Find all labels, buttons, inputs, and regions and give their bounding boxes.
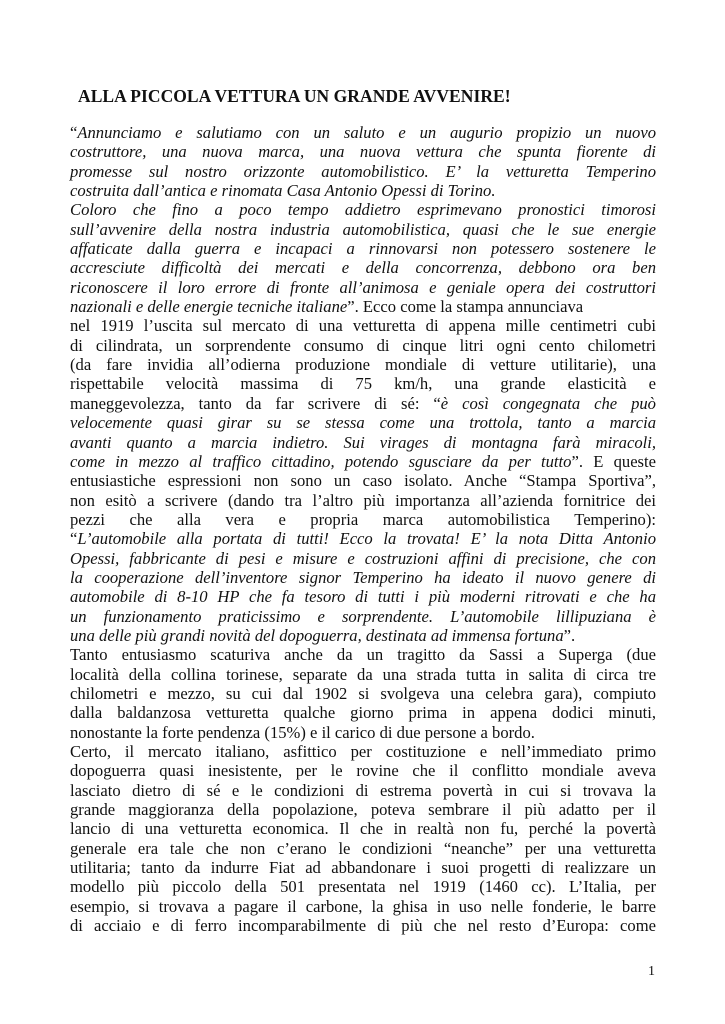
text-line (70, 316, 656, 335)
text-line (70, 394, 656, 413)
text-line (70, 781, 656, 800)
text-line (70, 568, 656, 587)
text-line (70, 761, 656, 780)
text-line (70, 858, 656, 877)
text-line (70, 374, 656, 393)
text-line (70, 877, 656, 896)
text-span: (da fare invidia all’odierna produzione mondiale di vetture utilitarie), una (70, 355, 656, 375)
text-span: lancio di una vetturetta economica. Il che in realtà non fu, perché la povertà (70, 819, 656, 839)
text-line (70, 819, 656, 838)
text-line (70, 897, 656, 916)
text-span: generale era tale che non c’erano le condizioni “neanche” per una vetturetta (70, 838, 656, 858)
text-line (70, 645, 656, 664)
text-line (70, 433, 656, 452)
text-span: Certo, il mercato italiano, asfittico per costituzione e nell’immediato primo (70, 742, 656, 761)
italic-quote-span: costruita dall’antica e rinomata Casa Antonio Opessi di Torino. (70, 181, 496, 201)
text-span: ”. Ecco come la stampa annunciava (347, 297, 584, 317)
text-line (70, 297, 656, 316)
italic-quote-span: Annunciamo e salutiamo con un saluto e un augurio propizio un nuovo (77, 123, 656, 142)
text-span: “ (70, 529, 78, 549)
text-span: modello più piccolo della 501 presentata nel 1919 (1460 cc). L’Italia, per (70, 877, 656, 897)
text-line (70, 491, 656, 510)
text-span: chilometri e mezzo, su cui dal 1902 si svolgeva una celebra gara), compiuto (70, 683, 656, 703)
italic-quote-span: Opessi, fabbricante di pesi e misure e costruzioni affini di precisione, che con (70, 548, 656, 568)
italic-quote-span: affaticate dalla guerra e incapaci a rinnovarsi non potessero sostenere le (70, 239, 656, 259)
text-span: rispettabile velocità massima di 75 km/h, una grande elasticità e (70, 374, 656, 394)
text-line (70, 239, 656, 258)
italic-quote-span: velocemente quasi girar su se stessa come una trottola, tanto a marcia (70, 413, 656, 433)
italic-quote-span: riconoscere il loro errore di fronte all’animosa e geniale opera dei costruttori (70, 277, 656, 297)
page-title: ALLA PICCOLA VETTURA UN GRANDE AVVENIRE! (78, 86, 511, 106)
text-line (70, 162, 656, 181)
text-line (70, 181, 656, 200)
text-span: Tanto entusiasmo scaturiva anche da un tragitto da Sassi a Superga (due (70, 645, 656, 665)
text-line (70, 258, 656, 277)
text-line (70, 916, 656, 935)
text-line (70, 471, 656, 490)
text-line (70, 510, 656, 529)
page-number: 1 (648, 964, 655, 979)
text-line (70, 587, 656, 606)
text-line (70, 336, 656, 355)
text-line (70, 626, 656, 645)
italic-quote-span: un funzionamento praticissimo e sorprendente. L’automobile lillipuziana è (70, 606, 656, 626)
text-line (70, 529, 656, 548)
italic-quote-span: una delle più grandi novità del dopoguerra, destinata ad immensa fortuna (70, 625, 564, 645)
text-span: maneggevolezza, tanto da far scrivere di sé: “ (70, 393, 441, 413)
text-line (70, 452, 656, 471)
italic-quote-span: è così congegnata che può (440, 393, 656, 413)
italic-quote-span: nazionali e delle energie tecniche italiane (70, 297, 348, 317)
text-span: ”. (563, 625, 576, 645)
italic-quote-span: promesse sul nostro orizzonte automobilistico. E’ la vetturetta Temperino (70, 161, 656, 181)
text-line (70, 549, 656, 568)
text-span: di acciaio e di ferro incomparabilmente di più che nel resto d’Europa: come (70, 916, 656, 936)
italic-quote-span: automobile di 8-10 HP che fa tesoro di tutti i più moderni ritrovati e che ha (70, 587, 656, 607)
text-line (70, 800, 656, 819)
text-line (70, 200, 656, 219)
text-span: nel 1919 l’uscita sul mercato di una vetturetta di appena mille centimetri cubi (70, 316, 656, 336)
text-span: pezzi che alla vera e propria marca automobilistica Temperino): (70, 509, 656, 529)
text-line (70, 839, 656, 858)
text-line (70, 355, 656, 374)
italic-quote-span: la cooperazione dell’inventore signor Temperino ha ideato il nuovo genere di (70, 567, 656, 587)
text-span: nonostante la forte pendenza (15%) e il carico di due persone a bordo. (70, 722, 535, 742)
text-span: utilitaria; tanto da indurre Fiat ad abbandonare i suoi progetti di realizzare un (70, 858, 656, 878)
italic-quote-span: L’automobile alla portata di tutti! Ecco la trovata! E’ la nota Ditta Antonio (77, 529, 656, 549)
text-line (70, 220, 656, 239)
text-line (70, 278, 656, 297)
text-line (70, 123, 656, 142)
text-line (70, 684, 656, 703)
italic-quote-span: Coloro che fino a poco tempo addietro esprimevano pronostici timorosi (70, 200, 656, 220)
text-span: esempio, si trovava a pagare il carbone, la ghisa in uso nelle fonderie, le barre (70, 896, 656, 916)
text-span: dopoguerra quasi inesistente, per le rovine che il conflitto mondiale aveva (70, 761, 656, 781)
italic-quote-span: come in mezzo al traffico cittadino, potendo sgusciare da per tutto (70, 451, 572, 471)
italic-quote-span: avanti quanto a marcia indietro. Sui virages di montagna farà miracoli, (70, 432, 656, 452)
text-line (70, 742, 656, 761)
text-line (70, 142, 656, 161)
body-text (70, 123, 656, 935)
text-span: “ (70, 123, 78, 142)
italic-quote-span: sull’avvenire della nostra industria automobilistica, quasi che le sue energie (70, 219, 656, 239)
text-span: ”. E queste (571, 451, 656, 471)
text-span: entusiastiche espressioni non sono un caso isolato. Anche “Stampa Sportiva”, (70, 471, 656, 491)
text-span: di cilindrata, un sorprendente consumo di cinque litri ogni cento chilometri (70, 335, 656, 355)
text-line (70, 665, 656, 684)
text-span: località della collina torinese, separate da una strada tutta in salita di circa tre (70, 664, 656, 684)
italic-quote-span: accresciute difficoltà dei mercati e della concorrenza, debbono ora ben (70, 258, 656, 278)
text-span: non esitò a scrivere (dando tra l’altro più importanza all’azienda fornitrice dei (70, 490, 656, 510)
text-line (70, 723, 656, 742)
italic-quote-span: costruttore, una nuova marca, una nuova vettura che spunta fiorente di (70, 142, 656, 162)
text-line (70, 607, 656, 626)
text-span: grande maggioranza della popolazione, poteva sembrare il più adatto per il (70, 800, 656, 820)
text-line (70, 413, 656, 432)
text-span: dalla baldanzosa vetturetta qualche giorno prima in appena dodici minuti, (70, 703, 656, 723)
text-span: lasciato dietro di sé e le condizioni di estrema povertà in cui si trovava la (70, 780, 656, 800)
text-line (70, 703, 656, 722)
